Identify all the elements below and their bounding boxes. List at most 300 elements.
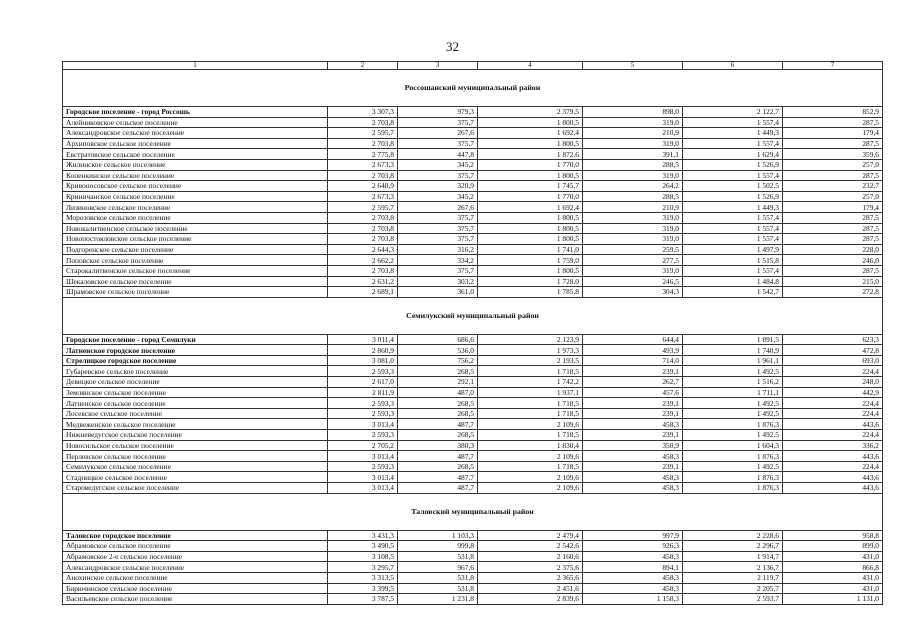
- settlement-name: Городское поселение - город Россошь: [63, 107, 328, 118]
- value-cell: 1 692,4: [478, 202, 583, 213]
- value-cell: 1 449,3: [683, 202, 783, 213]
- value-cell: 319,0: [583, 170, 683, 181]
- value-cell: 2 839,6: [478, 594, 583, 605]
- value-cell: 3 295,7: [328, 562, 398, 573]
- value-cell: 1 728,0: [478, 276, 583, 287]
- value-cell: 319,0: [583, 138, 683, 149]
- settlement-name: Шекаловское сельское поселение: [63, 276, 328, 287]
- table-row: [63, 107, 883, 118]
- value-cell: 1 785,8: [478, 287, 583, 298]
- value-cell: 2 673,3: [328, 159, 398, 170]
- table-row: [63, 440, 883, 451]
- value-cell: 1 745,7: [478, 181, 583, 192]
- value-cell: 224,4: [783, 366, 883, 377]
- table-row: [63, 138, 883, 149]
- settlement-name: Старокалитвенское сельское поселение: [63, 265, 328, 276]
- value-cell: 1 718,5: [478, 366, 583, 377]
- value-cell: 2 860,9: [328, 345, 398, 356]
- value-cell: 442,9: [783, 387, 883, 398]
- settlement-name: Губаревское сельское поселение: [63, 366, 328, 377]
- value-cell: 457,6: [583, 387, 683, 398]
- section-header-row: [63, 493, 883, 530]
- value-cell: 259,5: [583, 244, 683, 255]
- value-cell: 1 876,3: [683, 419, 783, 430]
- value-cell: 2 617,0: [328, 377, 398, 388]
- value-cell: 2 479,4: [478, 530, 583, 541]
- value-cell: 319,0: [583, 265, 683, 276]
- settlement-name: Староведугское сельское поселение: [63, 483, 328, 494]
- value-cell: 2 703,8: [328, 117, 398, 128]
- section-title: Россошанский муниципальный район: [63, 70, 883, 107]
- value-cell: 997,9: [583, 530, 683, 541]
- value-cell: 3 307,3: [328, 107, 398, 118]
- value-cell: 866,8: [783, 562, 883, 573]
- value-cell: 264,2: [583, 181, 683, 192]
- value-cell: 287,5: [783, 265, 883, 276]
- value-cell: 2 122,7: [683, 107, 783, 118]
- page-number: 32: [446, 39, 459, 54]
- value-cell: 1 800,5: [478, 138, 583, 149]
- value-cell: 2 228,6: [683, 530, 783, 541]
- value-cell: 277,5: [583, 255, 683, 266]
- value-cell: 268,5: [398, 398, 478, 409]
- value-cell: 375,7: [398, 138, 478, 149]
- value-cell: 239,1: [583, 366, 683, 377]
- value-cell: 319,0: [583, 117, 683, 128]
- value-cell: 3 787,5: [328, 594, 398, 605]
- settlement-name: Бирючинское сельское поселение: [63, 583, 328, 594]
- settlement-name: Семилукское сельское поселение: [63, 461, 328, 472]
- value-cell: 1 542,7: [683, 287, 783, 298]
- value-cell: 224,4: [783, 461, 883, 472]
- value-cell: 493,9: [583, 345, 683, 356]
- value-cell: 487,0: [398, 387, 478, 398]
- settlement-name: Александровское сельское поселение: [63, 128, 328, 139]
- table-row: [63, 191, 883, 202]
- value-cell: 1 914,7: [683, 551, 783, 562]
- value-cell: 644,4: [583, 334, 683, 345]
- value-cell: 1 604,3: [683, 440, 783, 451]
- value-cell: 224,4: [783, 430, 883, 441]
- value-cell: 2 703,8: [328, 138, 398, 149]
- value-cell: 2 109,6: [478, 483, 583, 494]
- value-cell: 2 673,3: [328, 191, 398, 202]
- value-cell: 756,2: [398, 355, 478, 366]
- value-cell: 3 108,5: [328, 551, 398, 562]
- settlement-name: Абрамовское сельское поселение: [63, 541, 328, 552]
- value-cell: 431,0: [783, 572, 883, 583]
- value-cell: 2 365,6: [478, 572, 583, 583]
- value-cell: 2 644,3: [328, 244, 398, 255]
- table-row: [63, 551, 883, 562]
- value-cell: 1 800,5: [478, 170, 583, 181]
- value-cell: 1 526,9: [683, 191, 783, 202]
- value-cell: 391,1: [583, 149, 683, 160]
- value-cell: 1 557,4: [683, 117, 783, 128]
- settlement-name: Подгоренское сельское поселение: [63, 244, 328, 255]
- value-cell: 239,1: [583, 430, 683, 441]
- value-cell: 2 595,7: [328, 128, 398, 139]
- value-cell: 2 648,9: [328, 181, 398, 192]
- value-cell: 487,7: [398, 419, 478, 430]
- settlement-name: Городское поселение - город Семилуки: [63, 334, 328, 345]
- settlement-name: Лосевское сельское поселение: [63, 408, 328, 419]
- value-cell: 1 492,5: [683, 408, 783, 419]
- value-cell: 447,8: [398, 149, 478, 160]
- table-row: [63, 212, 883, 223]
- value-cell: 458,3: [583, 472, 683, 483]
- value-cell: 316,2: [398, 244, 478, 255]
- value-cell: 257,0: [783, 191, 883, 202]
- value-cell: 2 703,8: [328, 170, 398, 181]
- column-number: 6: [683, 62, 783, 70]
- value-cell: 1 830,4: [478, 440, 583, 451]
- value-cell: 1 526,9: [683, 159, 783, 170]
- value-cell: 287,5: [783, 117, 883, 128]
- value-cell: 2 379,5: [478, 107, 583, 118]
- value-cell: 431,0: [783, 583, 883, 594]
- section-header-row: [63, 70, 883, 107]
- value-cell: 443,6: [783, 483, 883, 494]
- value-cell: 898,0: [583, 107, 683, 118]
- settlement-name: Архиповское сельское поселение: [63, 138, 328, 149]
- value-cell: 958,8: [783, 530, 883, 541]
- value-cell: 232,7: [783, 181, 883, 192]
- value-cell: 268,5: [398, 461, 478, 472]
- value-cell: 1 770,0: [478, 159, 583, 170]
- value-cell: 287,5: [783, 138, 883, 149]
- value-cell: 2 705,2: [328, 440, 398, 451]
- value-cell: 319,0: [583, 234, 683, 245]
- value-cell: 2 703,8: [328, 223, 398, 234]
- settlement-name: Кривоносовское сельское поселение: [63, 181, 328, 192]
- value-cell: 2 662,2: [328, 255, 398, 266]
- value-cell: 472,8: [783, 345, 883, 356]
- value-cell: 2 375,6: [478, 562, 583, 573]
- column-number: 7: [783, 62, 883, 70]
- value-cell: 267,6: [398, 128, 478, 139]
- table-row: [63, 398, 883, 409]
- value-cell: 272,8: [783, 287, 883, 298]
- value-cell: 268,5: [398, 430, 478, 441]
- value-cell: 431,0: [783, 551, 883, 562]
- settlement-name: Абрамовское 2-е сельское поселение: [63, 551, 328, 562]
- value-cell: 267,6: [398, 202, 478, 213]
- value-cell: 334,2: [398, 255, 478, 266]
- settlement-name: Жилинское сельское поселение: [63, 159, 328, 170]
- value-cell: 350,9: [583, 440, 683, 451]
- value-cell: 3 399,5: [328, 583, 398, 594]
- settlement-name: Поповское сельское поселение: [63, 255, 328, 266]
- value-cell: 375,7: [398, 223, 478, 234]
- value-cell: 3 081,0: [328, 355, 398, 366]
- value-cell: 1 492,5: [683, 461, 783, 472]
- table-row: [63, 366, 883, 377]
- table-row: [63, 472, 883, 483]
- value-cell: 2 109,6: [478, 451, 583, 462]
- value-cell: 248,0: [783, 377, 883, 388]
- settlement-name: Нижневедугское сельское поселение: [63, 430, 328, 441]
- table-row: [63, 530, 883, 541]
- value-cell: 458,3: [583, 572, 683, 583]
- value-cell: 1 876,3: [683, 451, 783, 462]
- value-cell: 1 742,2: [478, 377, 583, 388]
- value-cell: 287,5: [783, 212, 883, 223]
- value-cell: 2 109,6: [478, 419, 583, 430]
- value-cell: 1 770,0: [478, 191, 583, 202]
- value-cell: 345,2: [398, 191, 478, 202]
- value-cell: 1 718,5: [478, 408, 583, 419]
- value-cell: 999,8: [398, 541, 478, 552]
- value-cell: 375,7: [398, 265, 478, 276]
- value-cell: 228,0: [783, 244, 883, 255]
- value-cell: 257,0: [783, 159, 883, 170]
- table-row: [63, 562, 883, 573]
- settlement-name: Новокалитвенское сельское поселение: [63, 223, 328, 234]
- value-cell: 2 593,3: [328, 398, 398, 409]
- value-cell: 1 515,8: [683, 255, 783, 266]
- value-cell: 1 557,4: [683, 212, 783, 223]
- table-row: [63, 265, 883, 276]
- value-cell: 319,0: [583, 212, 683, 223]
- table-row: [63, 583, 883, 594]
- value-cell: 288,5: [583, 191, 683, 202]
- settlement-name: Латненское городское поселение: [63, 345, 328, 356]
- table-row: [63, 223, 883, 234]
- table-row: [63, 377, 883, 388]
- value-cell: 361,0: [398, 287, 478, 298]
- value-cell: 2 193,5: [478, 355, 583, 366]
- value-cell: 224,4: [783, 398, 883, 409]
- value-cell: 1 502,5: [683, 181, 783, 192]
- table-row: [63, 408, 883, 419]
- value-cell: 1 740,9: [683, 345, 783, 356]
- value-cell: 458,3: [583, 583, 683, 594]
- value-cell: 1 557,4: [683, 265, 783, 276]
- table-row: [63, 355, 883, 366]
- table-row: [63, 345, 883, 356]
- value-cell: 899,0: [783, 541, 883, 552]
- settlement-name: Стрелицкое городское поселение: [63, 355, 328, 366]
- value-cell: 336,2: [783, 440, 883, 451]
- value-cell: 2 689,1: [328, 287, 398, 298]
- value-cell: 1 961,1: [683, 355, 783, 366]
- value-cell: 1 497,9: [683, 244, 783, 255]
- value-cell: 303,2: [398, 276, 478, 287]
- value-cell: 967,6: [398, 562, 478, 573]
- value-cell: 487,7: [398, 483, 478, 494]
- value-cell: 1 557,4: [683, 138, 783, 149]
- value-cell: 345,2: [398, 159, 478, 170]
- section-title: Семилукский муниципальный район: [63, 297, 883, 334]
- value-cell: 2 703,8: [328, 265, 398, 276]
- table-row: [63, 159, 883, 170]
- value-cell: 319,0: [583, 223, 683, 234]
- value-cell: 2 451,6: [478, 583, 583, 594]
- value-cell: 458,3: [583, 551, 683, 562]
- value-cell: 375,7: [398, 117, 478, 128]
- table-row: [63, 170, 883, 181]
- value-cell: 536,0: [398, 345, 478, 356]
- value-cell: 1 557,4: [683, 170, 783, 181]
- settlement-name: Морозовское сельское поселение: [63, 212, 328, 223]
- value-cell: 2 593,3: [328, 408, 398, 419]
- value-cell: 458,3: [583, 419, 683, 430]
- value-cell: 2 123,9: [478, 334, 583, 345]
- value-cell: 359,6: [783, 149, 883, 160]
- table-row: [63, 287, 883, 298]
- value-cell: 179,4: [783, 128, 883, 139]
- table-row: [63, 244, 883, 255]
- table-row: [63, 276, 883, 287]
- settlement-name: Латненское сельское поселение: [63, 398, 328, 409]
- value-cell: 215,0: [783, 276, 883, 287]
- value-cell: 1 718,5: [478, 461, 583, 472]
- value-cell: 443,6: [783, 472, 883, 483]
- value-cell: 224,4: [783, 408, 883, 419]
- value-cell: 3 013,4: [328, 451, 398, 462]
- value-cell: 2 593,3: [328, 461, 398, 472]
- value-cell: 2 703,8: [328, 234, 398, 245]
- settlement-name: Девицкое сельское поселение: [63, 377, 328, 388]
- settlement-name: Евстратовское сельское поселение: [63, 149, 328, 160]
- value-cell: 1 800,5: [478, 265, 583, 276]
- settlement-name: Землянское сельское поселение: [63, 387, 328, 398]
- value-cell: 3 013,4: [328, 483, 398, 494]
- value-cell: 239,1: [583, 461, 683, 472]
- value-cell: 288,5: [583, 159, 683, 170]
- table-row: [63, 202, 883, 213]
- settlement-name: Новосильское сельское поселение: [63, 440, 328, 451]
- value-cell: 1 718,5: [478, 430, 583, 441]
- value-cell: 210,9: [583, 128, 683, 139]
- value-cell: 2 811,9: [328, 387, 398, 398]
- value-cell: 1 692,4: [478, 128, 583, 139]
- value-cell: 686,6: [398, 334, 478, 345]
- value-cell: 304,3: [583, 287, 683, 298]
- settlement-name: Перлевское сельское поселение: [63, 451, 328, 462]
- value-cell: 1 759,0: [478, 255, 583, 266]
- table-row: [63, 419, 883, 430]
- table-row: [63, 181, 883, 192]
- value-cell: 3 011,4: [328, 334, 398, 345]
- value-cell: 239,1: [583, 408, 683, 419]
- value-cell: 487,7: [398, 451, 478, 462]
- value-cell: 1 484,8: [683, 276, 783, 287]
- column-number: 3: [398, 62, 478, 70]
- value-cell: 3 431,3: [328, 530, 398, 541]
- value-cell: 380,3: [398, 440, 478, 451]
- table-body: [63, 62, 883, 605]
- value-cell: 2 593,7: [683, 594, 783, 605]
- table-row: [63, 430, 883, 441]
- settlement-name: Лизиновское сельское поселение: [63, 202, 328, 213]
- value-cell: 287,5: [783, 223, 883, 234]
- value-cell: 3 013,4: [328, 419, 398, 430]
- value-cell: 487,7: [398, 472, 478, 483]
- value-cell: 2 160,6: [478, 551, 583, 562]
- table-row: [63, 483, 883, 494]
- value-cell: 375,7: [398, 234, 478, 245]
- value-cell: 623,3: [783, 334, 883, 345]
- value-cell: 246,5: [583, 276, 683, 287]
- column-number: 5: [583, 62, 683, 70]
- value-cell: 714,0: [583, 355, 683, 366]
- value-cell: 3 013,4: [328, 472, 398, 483]
- value-cell: 2 119,7: [683, 572, 783, 583]
- value-cell: 531,8: [398, 583, 478, 594]
- table-row: [63, 594, 883, 605]
- settlement-name: Александровское сельское поселение: [63, 562, 328, 573]
- settlement-name: Таловское городское поселение: [63, 530, 328, 541]
- value-cell: 1 557,4: [683, 223, 783, 234]
- value-cell: 1 937,1: [478, 387, 583, 398]
- table-row: [63, 149, 883, 160]
- table-row: [63, 255, 883, 266]
- table-row: [63, 128, 883, 139]
- value-cell: 239,1: [583, 398, 683, 409]
- settlement-name: Шрамовское сельское поселение: [63, 287, 328, 298]
- value-cell: 2 593,3: [328, 430, 398, 441]
- value-cell: 926,3: [583, 541, 683, 552]
- value-cell: 458,3: [583, 483, 683, 494]
- value-cell: 375,7: [398, 170, 478, 181]
- value-cell: 1 492,5: [683, 366, 783, 377]
- table-row: [63, 387, 883, 398]
- value-cell: 531,8: [398, 551, 478, 562]
- value-cell: 2 631,2: [328, 276, 398, 287]
- settlement-name: Новопостояловское сельское поселение: [63, 234, 328, 245]
- value-cell: 531,8: [398, 572, 478, 583]
- table-row: [63, 572, 883, 583]
- value-cell: 262,7: [583, 377, 683, 388]
- value-cell: 1 711,1: [683, 387, 783, 398]
- value-cell: 1 800,5: [478, 223, 583, 234]
- value-cell: 852,9: [783, 107, 883, 118]
- value-cell: 458,3: [583, 451, 683, 462]
- table-row: [63, 234, 883, 245]
- value-cell: 3 490,5: [328, 541, 398, 552]
- value-cell: 179,4: [783, 202, 883, 213]
- value-cell: 1 492,5: [683, 430, 783, 441]
- value-cell: 2 205,7: [683, 583, 783, 594]
- data-table: [62, 61, 883, 605]
- value-cell: 1 492,5: [683, 398, 783, 409]
- settlement-name: Криничанское сельское поселение: [63, 191, 328, 202]
- column-number: 1: [63, 62, 328, 70]
- value-cell: 375,7: [398, 212, 478, 223]
- value-cell: 2 109,6: [478, 472, 583, 483]
- value-cell: 1 876,3: [683, 472, 783, 483]
- value-cell: 1 516,2: [683, 377, 783, 388]
- value-cell: 1 718,5: [478, 398, 583, 409]
- value-cell: 3 313,5: [328, 572, 398, 583]
- value-cell: 2 136,7: [683, 562, 783, 573]
- value-cell: 1 158,3: [583, 594, 683, 605]
- settlement-name: Копенкинское сельское поселение: [63, 170, 328, 181]
- table-row: [63, 461, 883, 472]
- value-cell: 1 449,3: [683, 128, 783, 139]
- value-cell: 1 800,5: [478, 234, 583, 245]
- value-cell: 287,5: [783, 170, 883, 181]
- section-title: Таловский муниципальный район: [63, 493, 883, 530]
- value-cell: 2 703,8: [328, 212, 398, 223]
- value-cell: 1 629,4: [683, 149, 783, 160]
- value-cell: 210,9: [583, 202, 683, 213]
- value-cell: 1 876,3: [683, 483, 783, 494]
- value-cell: 1 891,5: [683, 334, 783, 345]
- table-row: [63, 541, 883, 552]
